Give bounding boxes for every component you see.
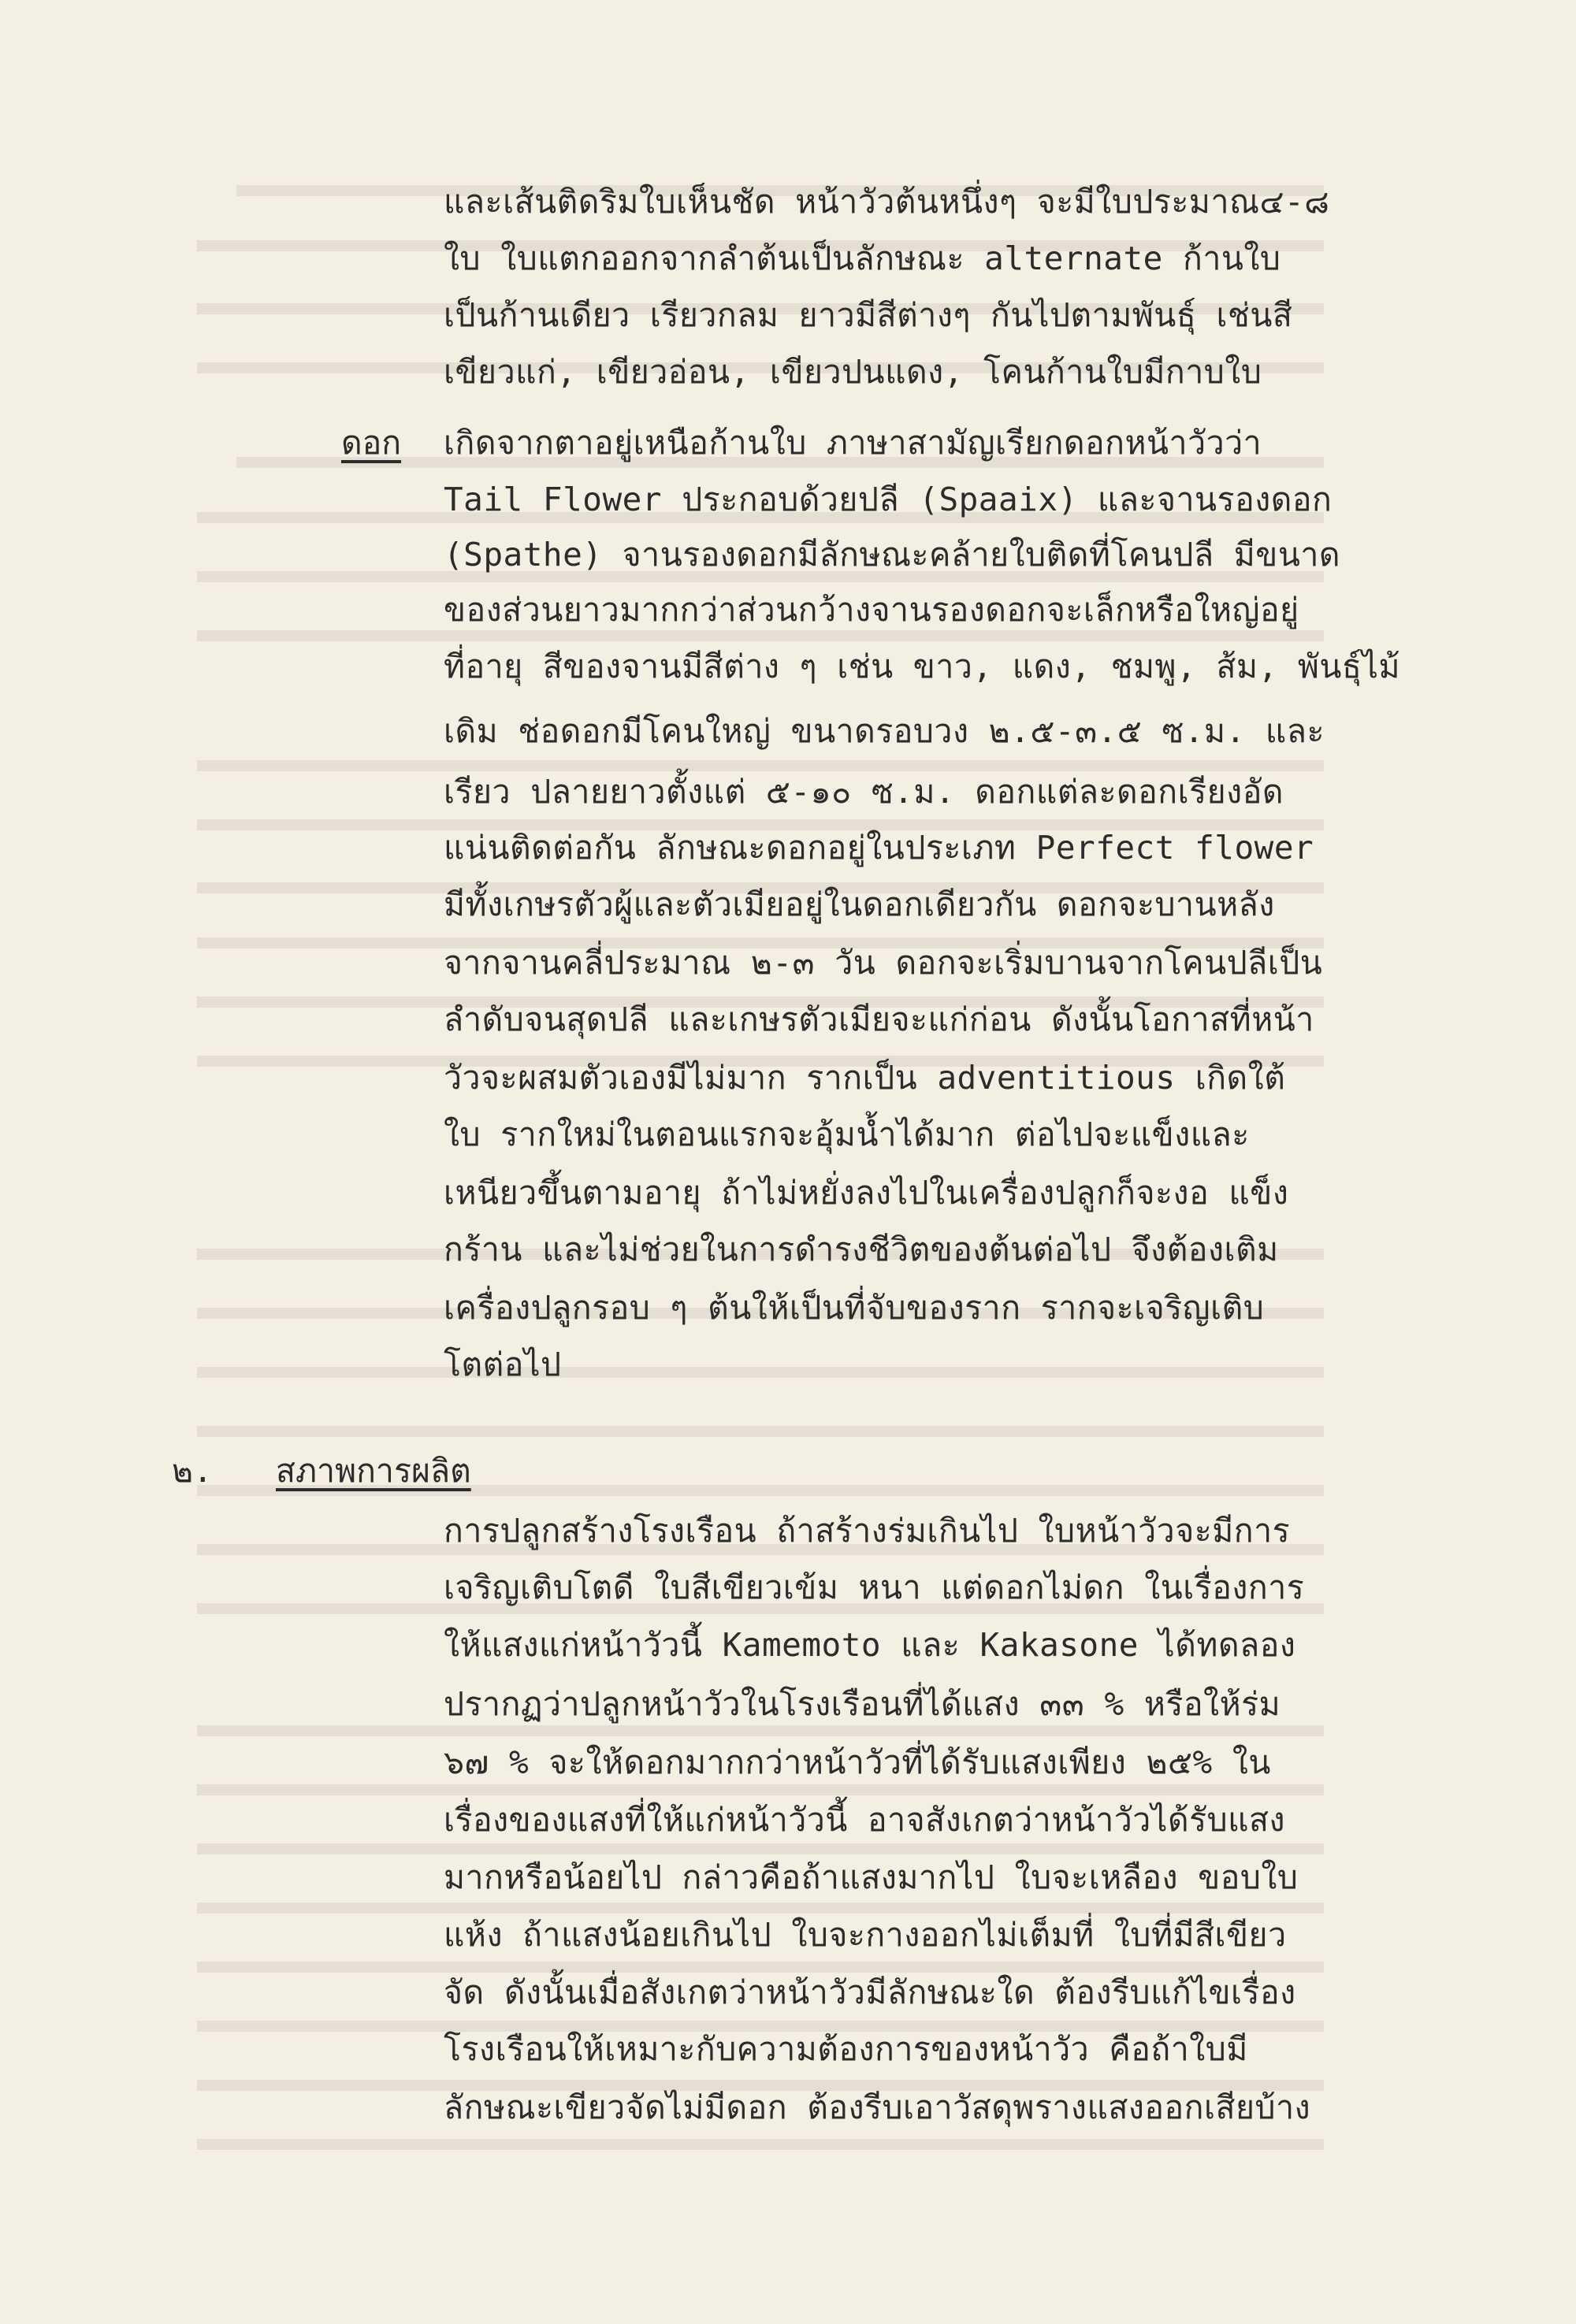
body-text-line: จัด ดังนั้นเมื่อสังเกตว่าหน้าวัวมีลักษณะใด ต้องรีบแก้ไขเรื่อง	[444, 1973, 1296, 2011]
body-text-line: ๖๗ % จะให้ดอกมากกว่าหน้าวัวที่ได้รับแสงเพียง ๒๕% ใน	[444, 1743, 1271, 1781]
body-text-line: การปลูกสร้างโรงเรือน ถ้าสร้างร่มเกินไป ใบหน้าวัวจะมีการ	[444, 1512, 1291, 1550]
body-text-line: เดิม ช่อดอกมีโคนใหญ่ ขนาดรอบวง ๒.๕-๓.๕ ซ.ม. และ	[444, 712, 1325, 750]
body-text-line: จากจานคลี่ประมาณ ๒-๓ วัน ดอกจะเริ่มบานจากโคนปลีเป็น	[444, 944, 1323, 982]
body-text-line: ลำดับจนสุดปลี และเกษรตัวเมียจะแก่ก่อน ดังนั้นโอกาสที่หน้า	[444, 1001, 1314, 1038]
body-text-line: ใบ รากใหม่ในตอนแรกจะอุ้มน้ำได้มาก ต่อไปจะแข็งและ	[444, 1116, 1250, 1153]
body-text-line: เรียว ปลายยาวตั้งแต่ ๕-๑๐ ซ.ม. ดอกแต่ละดอกเรียงอัด	[444, 773, 1284, 811]
body-text-line: ที่อายุ สีของจานมีสีต่าง ๆ เช่น ขาว, แดง, ชมพู, ส้ม, พันธุ์ไม้	[444, 648, 1401, 685]
body-text-line: มากหรือน้อยไป กล่าวคือถ้าแสงมากไป ใบจะเหลือง ขอบใบ	[444, 1858, 1299, 1896]
body-text-line: เหนียวขึ้นตามอายุ ถ้าไม่หยั่งลงไปในเครื่องปลูกก็จะงอ แข็ง	[444, 1174, 1289, 1212]
body-text-line: ใบ ใบแตกออกจากลำต้นเป็นลักษณะ alternate ก้านใบ	[444, 239, 1281, 277]
body-text-line: ลักษณะเขียวจัดไม่มีดอก ต้องรีบเอาวัสดุพรางแสงออกเสียบ้าง	[444, 2088, 1311, 2126]
body-text-line: เรื่องของแสงที่ให้แก่หน้าวัวนี้ อาจสังเกตว่าหน้าวัวได้รับแสง	[444, 1801, 1286, 1839]
body-text-line: (Spathe) จานรองดอกมีลักษณะคล้ายใบติดที่โคนปลี มีขนาด	[444, 536, 1340, 574]
body-text-line: แน่นติดต่อกัน ลักษณะดอกอยู่ในประเภท Perfect flower	[444, 829, 1314, 867]
body-text-line: และเส้นติดริมใบเห็นชัด หน้าวัวต้นหนึ่งๆ จะมีใบประมาณ๔-๘	[444, 183, 1330, 221]
body-text-line: เจริญเติบโตดี ใบสีเขียวเข้ม หนา แต่ดอกไม่ดก ในเรื่องการ	[444, 1569, 1305, 1606]
body-text-line: เกิดจากตาอยู่เหนือก้านใบ ภาษาสามัญเรียกดอกหน้าวัวว่า	[444, 424, 1262, 462]
section-title: สภาพการผลิต	[276, 1452, 471, 1490]
body-text-line: โรงเรือนให้เหมาะกับความต้องการของหน้าวัว คือถ้าใบมี	[444, 2030, 1248, 2068]
body-text-line: มีทั้งเกษรตัวผู้และตัวเมียอยู่ในดอกเดียวกัน ดอกจะบานหลัง	[444, 885, 1275, 923]
body-text-line: เขียวแก่, เขียวอ่อน, เขียวปนแดง, โคนก้านใบมีกาบใบ	[444, 353, 1262, 391]
body-text-line: เป็นก้านเดียว เรียวกลม ยาวมีสีต่างๆ กันไปตามพันธุ์ เช่นสี	[444, 296, 1293, 334]
body-text-line: ปรากฏว่าปลูกหน้าวัวในโรงเรือนที่ได้แสง ๓๓ % หรือให้ร่ม	[444, 1685, 1281, 1723]
body-text-line: เครื่องปลูกรอบ ๆ ต้นให้เป็นที่จับของราก รากจะเจริญเติบ	[444, 1289, 1265, 1327]
body-text-line: โตต่อไป	[444, 1346, 562, 1383]
flower-label: ดอก	[341, 424, 402, 462]
body-text-line: ให้แสงแก่หน้าวัวนี้ Kamemoto และ Kakasone ได้ทดลอง	[444, 1626, 1296, 1664]
body-text-line: แห้ง ถ้าแสงน้อยเกินไป ใบจะกางออกไม่เต็มที่ ใบที่มีสีเขียว	[444, 1916, 1287, 1954]
section-number: ๒.	[172, 1452, 213, 1490]
body-text-line: ของส่วนยาวมากกว่าส่วนกว้างจานรองดอกจะเล็กหรือใหญ่อยู่	[444, 591, 1299, 629]
body-text-line: Tail Flower ประกอบด้วยปลี (Spaaix) และจานรองดอก	[444, 481, 1333, 518]
body-text-line: กร้าน และไม่ช่วยในการดำรงชีวิตของต้นต่อไป จึงต้องเติม	[444, 1231, 1279, 1268]
body-text-line: วัวจะผสมตัวเองมีไม่มาก รากเป็น adventitious เกิดใต้	[444, 1059, 1286, 1097]
